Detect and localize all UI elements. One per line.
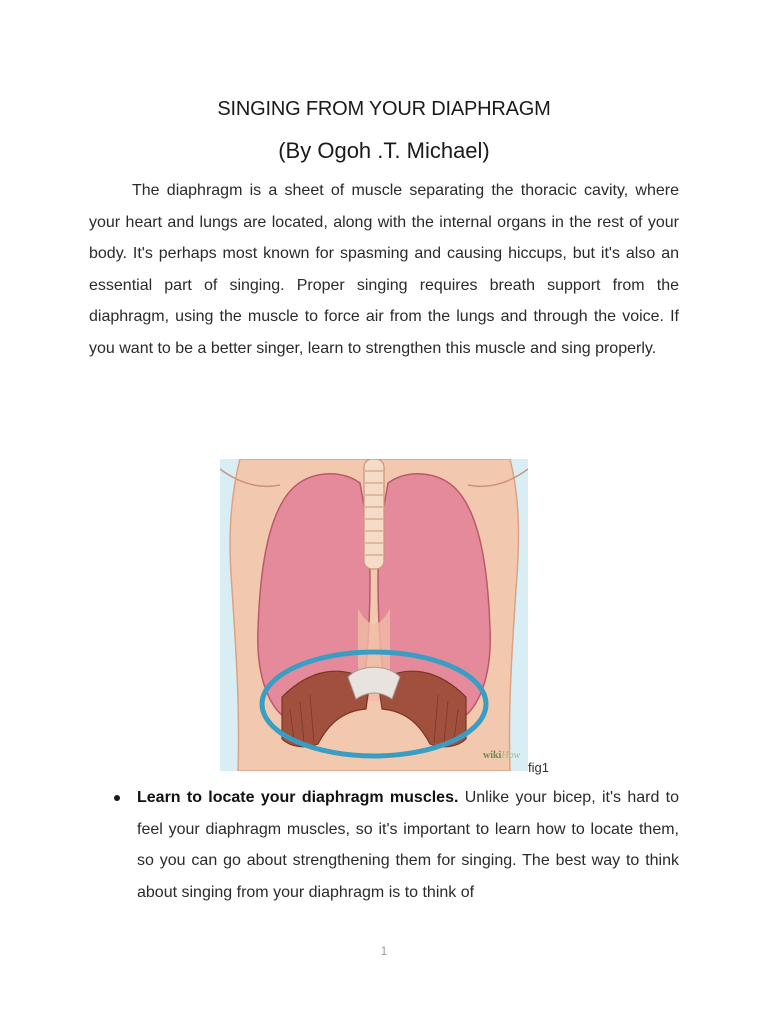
bullet-lead: Learn to locate your diaphragm muscles.	[137, 789, 459, 806]
torso-lungs-drawing	[220, 459, 528, 771]
list-item	[110, 782, 679, 908]
trachea	[364, 459, 384, 569]
watermark-wiki: wiki	[483, 750, 502, 761]
document-title: SINGING FROM YOUR DIAPHRAGM	[217, 98, 551, 120]
bullet-text: Unlike your bicep, it's hard to feel your diaphragm muscles, so it's important to learn how to locate them, so you can go about strengthening them for singing. The best way to think about singing from your diaphragm is to think of	[137, 789, 679, 901]
watermark-how: How	[501, 750, 521, 761]
steps-list	[110, 782, 679, 908]
wikihow-watermark	[483, 750, 520, 761]
bullet-dot-icon	[114, 795, 120, 801]
diaphragm-illustration	[220, 459, 528, 771]
document-author: (By Ogoh .T. Michael)	[278, 138, 490, 163]
figure-caption: fig1	[528, 760, 549, 775]
intro-paragraph: The diaphragm is a sheet of muscle separating the thoracic cavity, where your heart and lungs are located, along with the internal organs in the rest of your body. It's perhaps most known for spasming and causing hiccups, but it's also an essential part of singing. Proper singing requires breath support from the diaphragm, using the muscle to force air from the lungs and through the voice. If you want to be a better singer, learn to strengthen this muscle and sing properly.	[89, 182, 679, 357]
page-number: 1	[380, 944, 388, 958]
